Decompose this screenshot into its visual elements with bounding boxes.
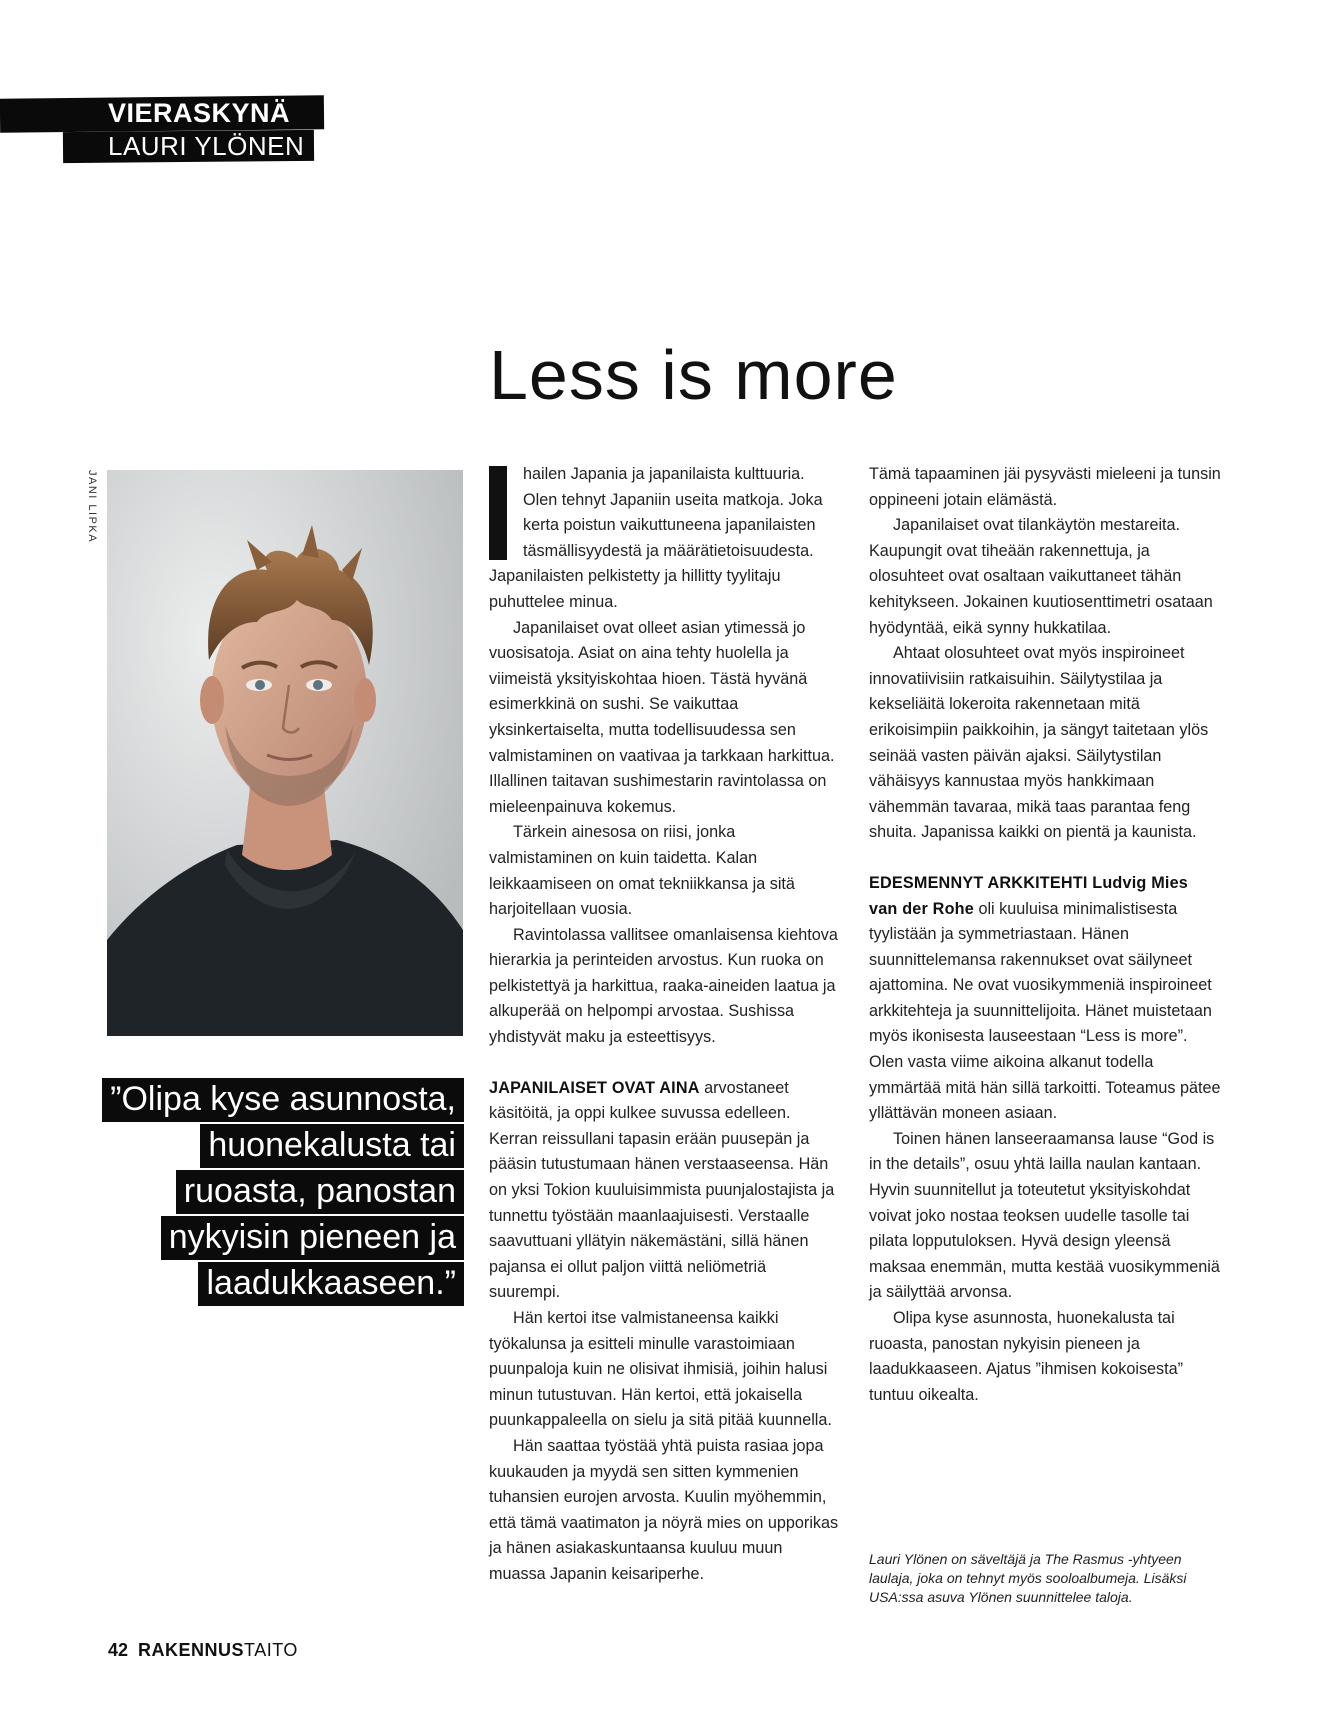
body-paragraph: Toinen hänen lanseeraamansa lause “God is in the details”, osuu yhtä lailla naulan kantaan. Hyvin suunnitellut ja toteutetut yksityiskohdat voivat joko nostaa teoksen uudelle tasolle tai pilata lopputuloksen. Hyvä design yleensä maksaa enemmän, mutta kestää vuosikymmeniä ja säilyttää arvonsa. [869,1129,1220,1302]
body-paragraph: Tämä tapaaminen jäi pysyvästi mieleeni ja tunsin oppineeni jotain elämästä. [869,465,1221,509]
body-paragraph: Ahtaat olosuhteet ovat myös inspiroineet innovatiivisiin ratkaisuihin. Säilytystilaa ja kekseliäitä lokeroita rakennetaan mitä erikoisimpiin paikkoihin, ja sängyt taitetaan ylös seinää vasten päivän ajaksi. Säilytystilan vähäisyys kannustaa myös hankkimaan vähemmän tavaraa, mikä taas parantaa feng shuita. Japanissa kaikki on pientä ja kaunista. [869,644,1209,842]
pull-quote-line: huonekalusta tai [200,1124,464,1168]
section-gap [489,1051,841,1076]
body-paragraph: Hän kertoi itse valmistaneensa kaikki työkalunsa ja esitteli minulle varastoimiaan puunpaloja kuin ne olisivat ihmisiä, joihin halusi minun tutustuvan. Hän kertoi, että jokaisella puunkappaleella on sielu ja sitä pitää kuunnella. [489,1309,832,1430]
pull-quote-line: ”Olipa kyse asunnosta, [102,1078,464,1122]
magazine-name-bold: RAKENNUS [138,1640,245,1660]
architect-name: Ludvig Mies van der Rohe [869,873,1188,918]
magazine-name-light: TAITO [244,1640,298,1660]
body-paragraph [489,462,841,616]
article-column-2 [869,462,1221,1408]
body-paragraph: Tärkein ainesosa on riisi, jonka valmistaminen on kuin taidetta. Kalan leikkaamiseen on omat tekniikkansa ja sitä harjoitellaan vuosia. [489,823,795,919]
body-paragraph [869,871,1221,1127]
author-portrait [107,470,463,1036]
body-paragraph: Hän saattaa työstää yhtä puista rasiaa jopa kuukauden ja myydä sen sitten kymmenien tuhansien eurojen arvosta. Kuulin myöhemmin, että tämä vaatimaton ja nöyrä mies on upporikas ja hänen asiakaskuntaansa kuuluu muun muassa Japanin keisariperhe. [489,1436,839,1583]
portrait-illustration [107,470,463,1036]
pull-quote-line: laadukkaaseen.” [198,1262,464,1306]
body-paragraph: Japanilaiset ovat olleet asian ytimessä jo vuosisatoja. Asiat on aina tehty huolella ja viimeistä yksityiskohtaa hioen. Tästä hyvänä esimerkkinä on sushi. Se vaikuttaa yksinkertaiselta, mutta todellisuudessa sen valmistaminen on vaativaa ja tarkkaan harkittua. Illallinen taitavan sushimestarin ravintolassa on mieleenpainuva kokemus. [489,618,835,816]
body-paragraph-text: oli kuuluisa minimalistisesta tyylistään ja symmetriastaan. Hänen suunnittelemansa rakennukset ovat säilyneet ajattomina. Ne ovat vuosikymmeniä inspiroineet arkkitehteja ja suunnittelijoita. Hänet muistetaan myös ikonisesta lauseestaan “Less is more”. Olen vasta viime aikoina alkanut todella ymmärtää mitä hän sillä tarkoitti. Toteamus pätee yllättävän moneen asiaan. [869,899,1221,1123]
body-paragraph-text: arvostaneet käsitöitä, ja oppi kulkee suvussa edelleen. Kerran reissullani tapasin erään puusepän ja pääsin tutustumaan hänen verstaaseensa. Hän on yksi Tokion kuuluisimmista puunjalostajista ja tunnettu työstään maanlaajuisesti. Verstaalle saavuttuani yllätyin näkemästäni, sillä hänen pajansa ei ollut paljon viittä neliömetriä suurempi. [489,1078,835,1302]
article-column-1 [489,462,841,1588]
section-label: VIERASKYNÄ [108,98,291,128]
article-title: Less is more [489,336,898,414]
pull-quote [64,1078,464,1308]
body-paragraph [489,1076,841,1306]
section-lead-in: JAPANILAISET OVAT AINA [489,1078,700,1097]
body-paragraph-text: hailen Japania ja japanilaista kulttuuria. Olen tehnyt Japaniin useita matkoja. Joka kerta poistun vaikuttuneena japanilaisten täsmällisyydestä ja määrätietoisuudesta. Japanilaisten pelkistetty ja hillitty tyylitaju puhuttelee minua. [489,465,823,611]
pull-quote-line: nykyisin pieneen ja [161,1216,464,1260]
section-lead-in: EDESMENNYT ARKKITEHTI [869,873,1088,892]
author-bio: Lauri Ylönen on säveltäjä ja The Rasmus -yhtyeen laulaja, joka on tehnyt myös sooloalbumeja. Lisäksi USA:ssa asuva Ylönen suunnittelee taloja. [869,1551,1187,1605]
pull-quote-line: ruoasta, panostan [176,1170,464,1214]
photo-credit: JANI LIPKA [86,470,98,544]
body-paragraph: Ravintolassa vallitsee omanlaisensa kiehtova hierarkia ja perinteiden arvostus. Kun ruoka on pelkistettyä ja harkittua, raaka-aineiden laatua ja alkuperää on helpompi arvostaa. Sushissa yhdistyvät maku ja esteettisyys. [489,925,838,1047]
author-label: LAURI YLÖNEN [108,131,305,161]
body-paragraph: Olipa kyse asunnosta, huonekalusta tai ruoasta, panostan nykyisin pieneen ja laadukkaaseen. Ajatus ”ihmisen kokoisesta” tuntuu oikealta. [869,1309,1184,1404]
page-footer [108,1640,298,1661]
body-paragraph: Japanilaiset ovat tilankäytön mestareita. Kaupungit ovat tiheään rakennettuja, ja olosuhteet ovat osaltaan vaikuttaneet tähän kehitykseen. Jokainen kuutiosenttimetri osataan hyödyntää, eikä synny hukkatilaa. [869,516,1213,637]
section-gap [869,846,1221,871]
page-number: 42 [108,1640,129,1660]
drop-cap [489,466,507,560]
